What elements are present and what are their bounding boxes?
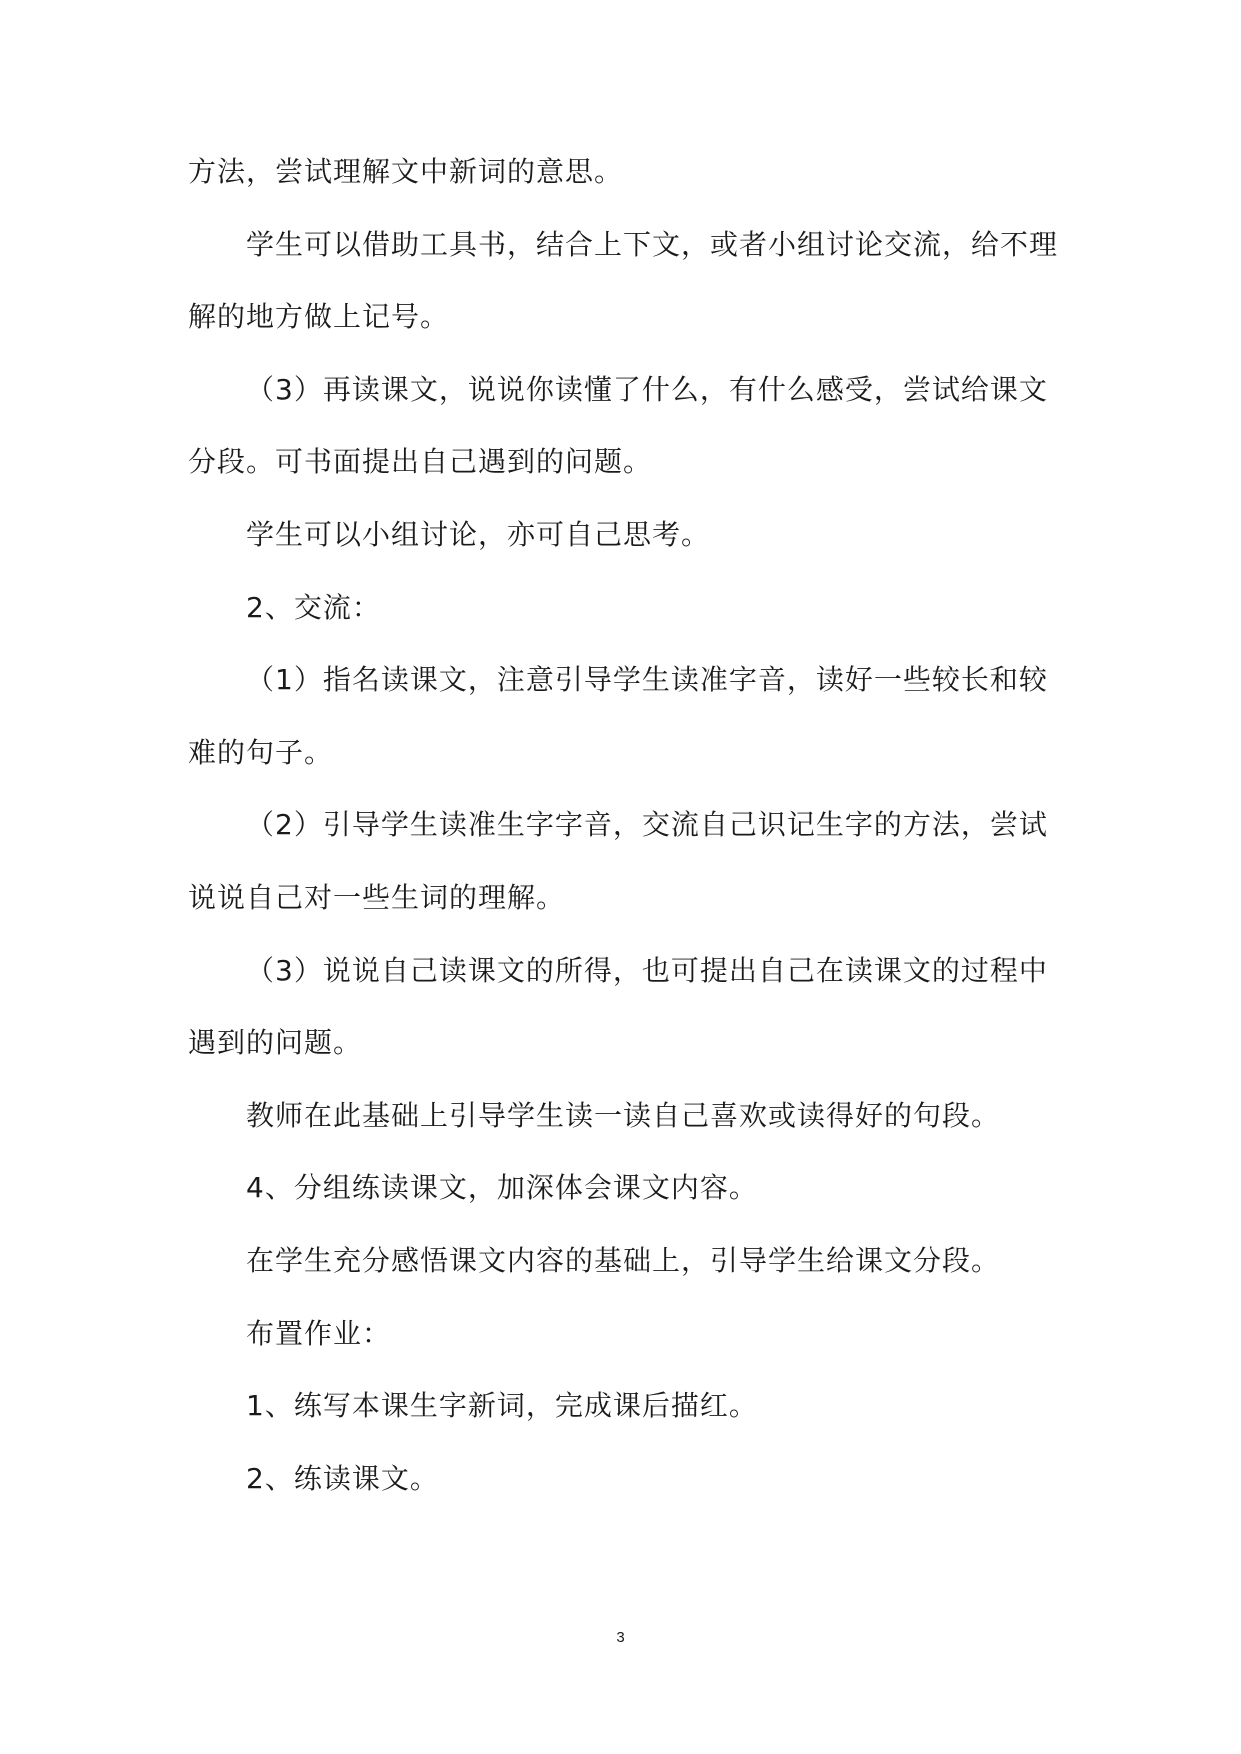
- text-line: 布置作业：: [246, 1316, 392, 1350]
- text-line: （3）说说自己读课文的所得，也可提出自己在读课文的过程中: [246, 953, 1048, 987]
- text-line: 遇到的问题。: [188, 1026, 363, 1060]
- text-line: （1）指名读课文，注意引导学生读准字音，读好一些较长和较: [246, 663, 1048, 697]
- text-line: 分段。可书面提出自己遇到的问题。: [188, 445, 653, 479]
- text-line: 方法，尝试理解文中新词的意思。: [188, 155, 624, 188]
- text-line: 学生可以借助工具书，结合上下文，或者小组讨论交流，给不理: [246, 227, 1059, 261]
- text-line: 学生可以小组讨论，亦可自己思考。: [246, 517, 711, 551]
- text-line: （3）再读课文，说说你读懂了什么，有什么感受，尝试给课文: [246, 372, 1048, 406]
- page-number: 3: [616, 1629, 625, 1646]
- text-line: 4、分组练读课文，加深体会课文内容。: [246, 1171, 758, 1205]
- text-line: 说说自己对一些生词的理解。: [188, 880, 566, 914]
- text-line: 在学生充分感悟课文内容的基础上，引导学生给课文分段。: [246, 1243, 1001, 1277]
- text-line: 解的地方做上记号。: [188, 300, 450, 334]
- text-line: （2）引导学生读准生字字音，交流自己识记生字的方法，尝试: [246, 808, 1048, 842]
- text-line: 难的句子。: [188, 735, 334, 769]
- text-line: 教师在此基础上引导学生读一读自己喜欢或读得好的句段。: [246, 1098, 1001, 1132]
- text-line: 1、练写本课生字新词，完成课后描红。: [246, 1389, 758, 1423]
- text-line: 2、交流：: [246, 590, 381, 624]
- document-body: [188, 136, 1058, 1515]
- text-line: 2、练读课文。: [246, 1461, 439, 1495]
